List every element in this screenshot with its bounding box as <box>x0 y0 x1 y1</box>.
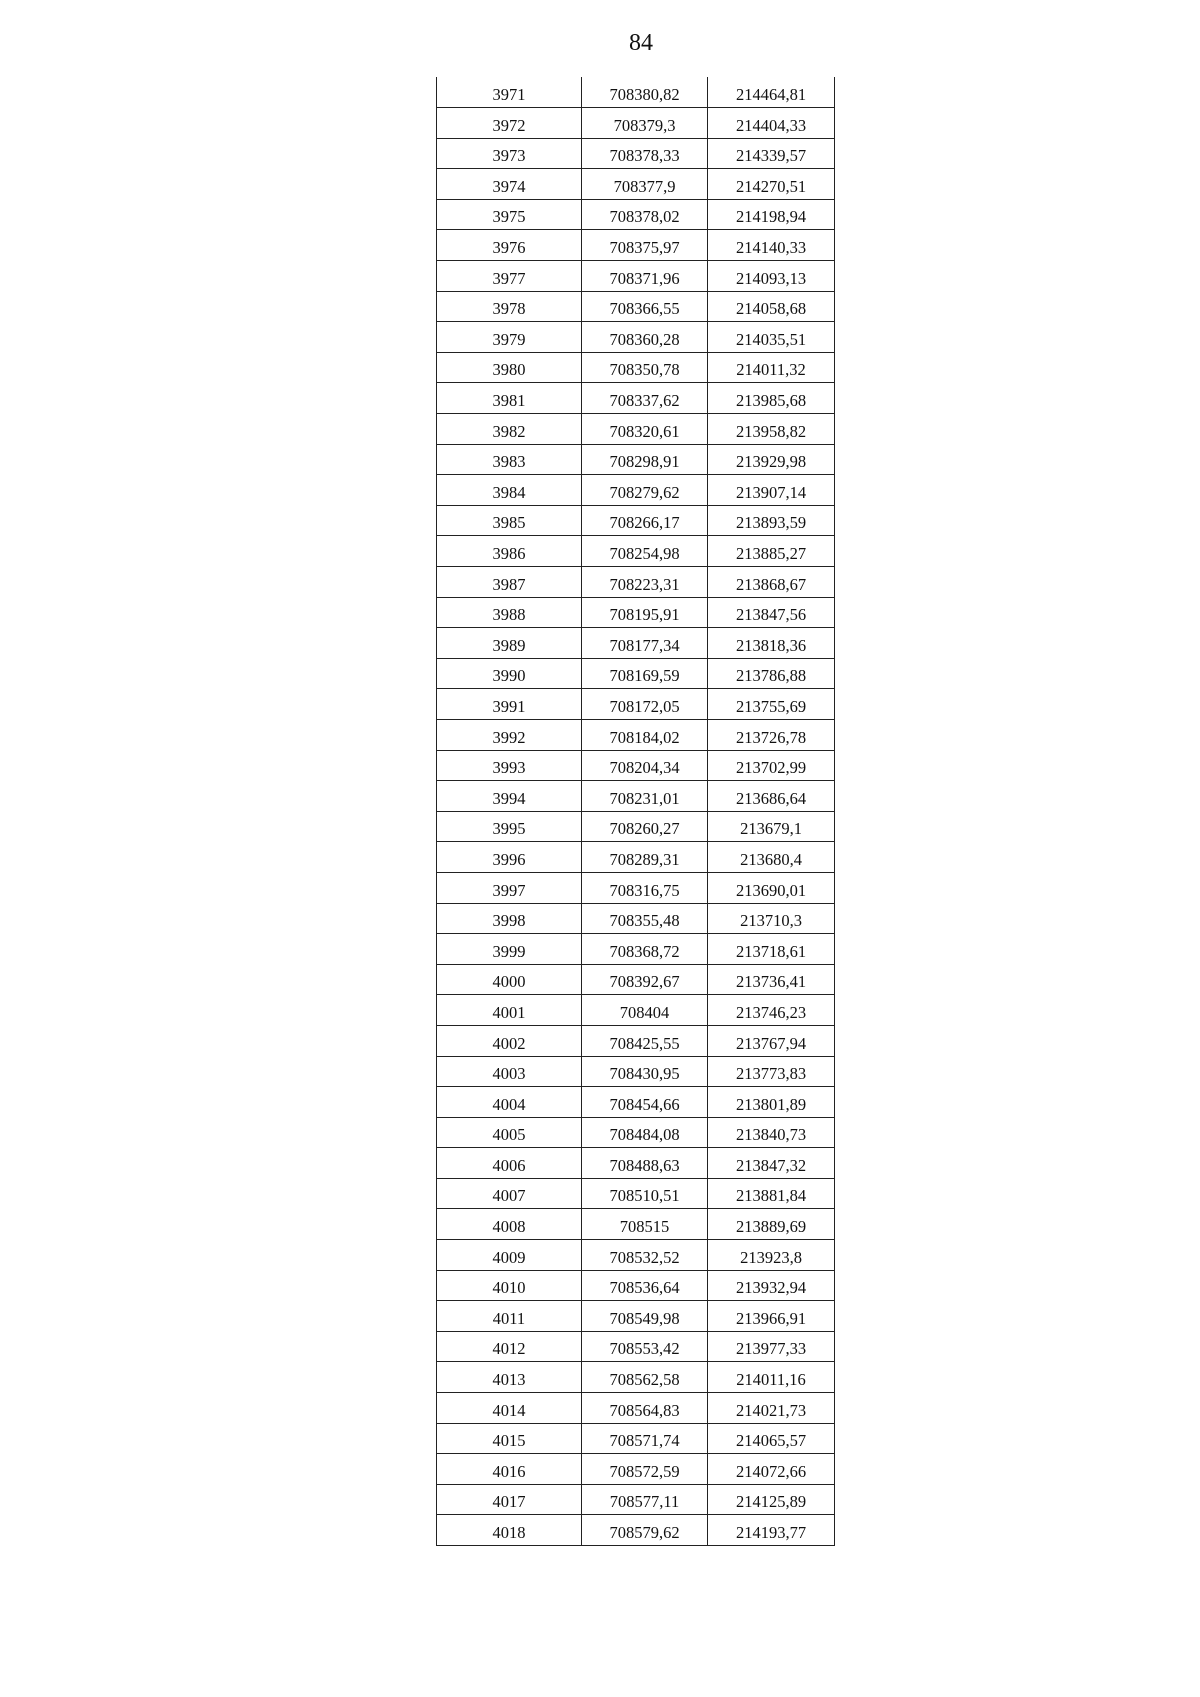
x-coordinate-cell: 708515 <box>582 1209 708 1240</box>
table-row <box>437 1393 835 1424</box>
x-coordinate-cell: 708377,9 <box>582 169 708 200</box>
x-coordinate-cell: 708350,78 <box>582 352 708 383</box>
y-coordinate-cell: 214093,13 <box>708 261 835 292</box>
y-coordinate-cell: 213746,23 <box>708 995 835 1026</box>
point-number-cell: 3998 <box>437 903 582 934</box>
y-coordinate-cell: 214270,51 <box>708 169 835 200</box>
y-coordinate-cell: 213718,61 <box>708 934 835 965</box>
point-number-cell: 4004 <box>437 1087 582 1118</box>
y-coordinate-cell: 214140,33 <box>708 230 835 261</box>
y-coordinate-cell: 213881,84 <box>708 1178 835 1209</box>
point-number-cell: 4016 <box>437 1454 582 1485</box>
y-coordinate-cell: 214011,16 <box>708 1362 835 1393</box>
y-coordinate-cell: 214339,57 <box>708 138 835 169</box>
y-coordinate-cell: 213680,4 <box>708 842 835 873</box>
table-row <box>437 628 835 659</box>
point-number-cell: 3974 <box>437 169 582 200</box>
table-row <box>437 1362 835 1393</box>
x-coordinate-cell: 708380,82 <box>582 77 708 108</box>
table-row <box>437 872 835 903</box>
table-row <box>437 1423 835 1454</box>
table-row <box>437 903 835 934</box>
x-coordinate-cell: 708337,62 <box>582 383 708 414</box>
y-coordinate-cell: 213686,64 <box>708 781 835 812</box>
y-coordinate-cell: 213690,01 <box>708 872 835 903</box>
table-row <box>437 934 835 965</box>
x-coordinate-cell: 708553,42 <box>582 1331 708 1362</box>
x-coordinate-cell: 708430,95 <box>582 1056 708 1087</box>
point-number-cell: 4005 <box>437 1117 582 1148</box>
table-row <box>437 719 835 750</box>
table-row <box>437 322 835 353</box>
point-number-cell: 4013 <box>437 1362 582 1393</box>
point-number-cell: 3999 <box>437 934 582 965</box>
x-coordinate-cell: 708223,31 <box>582 567 708 598</box>
y-coordinate-cell: 213679,1 <box>708 811 835 842</box>
table-row <box>437 1178 835 1209</box>
y-coordinate-cell: 213786,88 <box>708 658 835 689</box>
table-row <box>437 964 835 995</box>
x-coordinate-cell: 708260,27 <box>582 811 708 842</box>
y-coordinate-cell: 214011,32 <box>708 352 835 383</box>
x-coordinate-cell: 708375,97 <box>582 230 708 261</box>
table-row <box>437 1056 835 1087</box>
point-number-cell: 3979 <box>437 322 582 353</box>
point-number-cell: 3972 <box>437 108 582 139</box>
y-coordinate-cell: 214404,33 <box>708 108 835 139</box>
point-number-cell: 4007 <box>437 1178 582 1209</box>
point-number-cell: 3994 <box>437 781 582 812</box>
y-coordinate-cell: 214035,51 <box>708 322 835 353</box>
table-row <box>437 781 835 812</box>
point-number-cell: 3993 <box>437 750 582 781</box>
x-coordinate-cell: 708379,3 <box>582 108 708 139</box>
point-number-cell: 3997 <box>437 872 582 903</box>
point-number-cell: 4018 <box>437 1515 582 1546</box>
x-coordinate-cell: 708510,51 <box>582 1178 708 1209</box>
y-coordinate-cell: 214193,77 <box>708 1515 835 1546</box>
x-coordinate-cell: 708549,98 <box>582 1301 708 1332</box>
y-coordinate-cell: 213847,32 <box>708 1148 835 1179</box>
point-number-cell: 3973 <box>437 138 582 169</box>
x-coordinate-cell: 708169,59 <box>582 658 708 689</box>
point-number-cell: 4000 <box>437 964 582 995</box>
y-coordinate-cell: 214021,73 <box>708 1393 835 1424</box>
y-coordinate-cell: 214464,81 <box>708 77 835 108</box>
x-coordinate-cell: 708488,63 <box>582 1148 708 1179</box>
y-coordinate-cell: 213736,41 <box>708 964 835 995</box>
x-coordinate-cell: 708316,75 <box>582 872 708 903</box>
table-row <box>437 138 835 169</box>
point-number-cell: 3992 <box>437 719 582 750</box>
table-row <box>437 658 835 689</box>
x-coordinate-cell: 708366,55 <box>582 291 708 322</box>
table-row <box>437 291 835 322</box>
x-coordinate-cell: 708172,05 <box>582 689 708 720</box>
x-coordinate-cell: 708360,28 <box>582 322 708 353</box>
x-coordinate-cell: 708536,64 <box>582 1270 708 1301</box>
x-coordinate-cell: 708454,66 <box>582 1087 708 1118</box>
point-number-cell: 3978 <box>437 291 582 322</box>
table-row <box>437 169 835 200</box>
table-row <box>437 1270 835 1301</box>
y-coordinate-cell: 213985,68 <box>708 383 835 414</box>
point-number-cell: 3989 <box>437 628 582 659</box>
x-coordinate-cell: 708177,34 <box>582 628 708 659</box>
table-row <box>437 995 835 1026</box>
y-coordinate-cell: 213868,67 <box>708 567 835 598</box>
x-coordinate-cell: 708571,74 <box>582 1423 708 1454</box>
table-row <box>437 1484 835 1515</box>
y-coordinate-cell: 213710,3 <box>708 903 835 934</box>
x-coordinate-cell: 708378,02 <box>582 199 708 230</box>
x-coordinate-cell: 708231,01 <box>582 781 708 812</box>
y-coordinate-cell: 213885,27 <box>708 536 835 567</box>
y-coordinate-cell: 214125,89 <box>708 1484 835 1515</box>
x-coordinate-cell: 708298,91 <box>582 444 708 475</box>
point-number-cell: 3980 <box>437 352 582 383</box>
point-number-cell: 3991 <box>437 689 582 720</box>
point-number-cell: 3975 <box>437 199 582 230</box>
x-coordinate-cell: 708572,59 <box>582 1454 708 1485</box>
x-coordinate-cell: 708579,62 <box>582 1515 708 1546</box>
y-coordinate-cell: 213958,82 <box>708 414 835 445</box>
table-row <box>437 689 835 720</box>
y-coordinate-cell: 213773,83 <box>708 1056 835 1087</box>
y-coordinate-cell: 213977,33 <box>708 1331 835 1362</box>
point-number-cell: 3987 <box>437 567 582 598</box>
point-number-cell: 3982 <box>437 414 582 445</box>
x-coordinate-cell: 708577,11 <box>582 1484 708 1515</box>
point-number-cell: 3971 <box>437 77 582 108</box>
y-coordinate-cell: 213726,78 <box>708 719 835 750</box>
point-number-cell: 3988 <box>437 597 582 628</box>
coordinates-table <box>436 77 835 1546</box>
x-coordinate-cell: 708204,34 <box>582 750 708 781</box>
x-coordinate-cell: 708532,52 <box>582 1240 708 1271</box>
table-row <box>437 1240 835 1271</box>
x-coordinate-cell: 708254,98 <box>582 536 708 567</box>
table-row <box>437 1148 835 1179</box>
coordinates-table-body <box>437 77 835 1546</box>
x-coordinate-cell: 708378,33 <box>582 138 708 169</box>
x-coordinate-cell: 708484,08 <box>582 1117 708 1148</box>
y-coordinate-cell: 214198,94 <box>708 199 835 230</box>
y-coordinate-cell: 213818,36 <box>708 628 835 659</box>
table-row <box>437 77 835 108</box>
y-coordinate-cell: 214058,68 <box>708 291 835 322</box>
x-coordinate-cell: 708184,02 <box>582 719 708 750</box>
x-coordinate-cell: 708371,96 <box>582 261 708 292</box>
y-coordinate-cell: 213907,14 <box>708 475 835 506</box>
point-number-cell: 3983 <box>437 444 582 475</box>
table-row <box>437 1331 835 1362</box>
table-row <box>437 536 835 567</box>
table-row <box>437 750 835 781</box>
y-coordinate-cell: 213966,91 <box>708 1301 835 1332</box>
point-number-cell: 4001 <box>437 995 582 1026</box>
table-row <box>437 811 835 842</box>
point-number-cell: 4003 <box>437 1056 582 1087</box>
y-coordinate-cell: 213702,99 <box>708 750 835 781</box>
point-number-cell: 4017 <box>437 1484 582 1515</box>
x-coordinate-cell: 708562,58 <box>582 1362 708 1393</box>
x-coordinate-cell: 708266,17 <box>582 505 708 536</box>
y-coordinate-cell: 213767,94 <box>708 1025 835 1056</box>
table-row <box>437 505 835 536</box>
page-number: 84 <box>629 30 653 56</box>
table-row <box>437 597 835 628</box>
table-row <box>437 842 835 873</box>
x-coordinate-cell: 708392,67 <box>582 964 708 995</box>
point-number-cell: 4006 <box>437 1148 582 1179</box>
x-coordinate-cell: 708195,91 <box>582 597 708 628</box>
x-coordinate-cell: 708404 <box>582 995 708 1026</box>
point-number-cell: 3990 <box>437 658 582 689</box>
x-coordinate-cell: 708320,61 <box>582 414 708 445</box>
x-coordinate-cell: 708355,48 <box>582 903 708 934</box>
point-number-cell: 4015 <box>437 1423 582 1454</box>
table-row <box>437 1301 835 1332</box>
table-row <box>437 108 835 139</box>
point-number-cell: 3995 <box>437 811 582 842</box>
point-number-cell: 4012 <box>437 1331 582 1362</box>
x-coordinate-cell: 708289,31 <box>582 842 708 873</box>
y-coordinate-cell: 213923,8 <box>708 1240 835 1271</box>
table-row <box>437 383 835 414</box>
point-number-cell: 3985 <box>437 505 582 536</box>
table-row <box>437 199 835 230</box>
y-coordinate-cell: 213801,89 <box>708 1087 835 1118</box>
y-coordinate-cell: 213840,73 <box>708 1117 835 1148</box>
point-number-cell: 3996 <box>437 842 582 873</box>
table-row <box>437 1087 835 1118</box>
y-coordinate-cell: 213889,69 <box>708 1209 835 1240</box>
point-number-cell: 3986 <box>437 536 582 567</box>
y-coordinate-cell: 213893,59 <box>708 505 835 536</box>
point-number-cell: 3981 <box>437 383 582 414</box>
table-row <box>437 230 835 261</box>
x-coordinate-cell: 708279,62 <box>582 475 708 506</box>
y-coordinate-cell: 213755,69 <box>708 689 835 720</box>
table-row <box>437 261 835 292</box>
y-coordinate-cell: 214072,66 <box>708 1454 835 1485</box>
point-number-cell: 4010 <box>437 1270 582 1301</box>
point-number-cell: 3977 <box>437 261 582 292</box>
y-coordinate-cell: 213847,56 <box>708 597 835 628</box>
x-coordinate-cell: 708425,55 <box>582 1025 708 1056</box>
table-row <box>437 414 835 445</box>
table-row <box>437 1117 835 1148</box>
point-number-cell: 4009 <box>437 1240 582 1271</box>
x-coordinate-cell: 708564,83 <box>582 1393 708 1424</box>
table-row <box>437 1515 835 1546</box>
table-row <box>437 567 835 598</box>
point-number-cell: 4008 <box>437 1209 582 1240</box>
table-row <box>437 1025 835 1056</box>
point-number-cell: 3976 <box>437 230 582 261</box>
table-row <box>437 475 835 506</box>
table-row <box>437 352 835 383</box>
y-coordinate-cell: 213929,98 <box>708 444 835 475</box>
point-number-cell: 4002 <box>437 1025 582 1056</box>
x-coordinate-cell: 708368,72 <box>582 934 708 965</box>
y-coordinate-cell: 214065,57 <box>708 1423 835 1454</box>
y-coordinate-cell: 213932,94 <box>708 1270 835 1301</box>
table-row <box>437 444 835 475</box>
table-row <box>437 1454 835 1485</box>
point-number-cell: 4011 <box>437 1301 582 1332</box>
point-number-cell: 3984 <box>437 475 582 506</box>
table-row <box>437 1209 835 1240</box>
point-number-cell: 4014 <box>437 1393 582 1424</box>
